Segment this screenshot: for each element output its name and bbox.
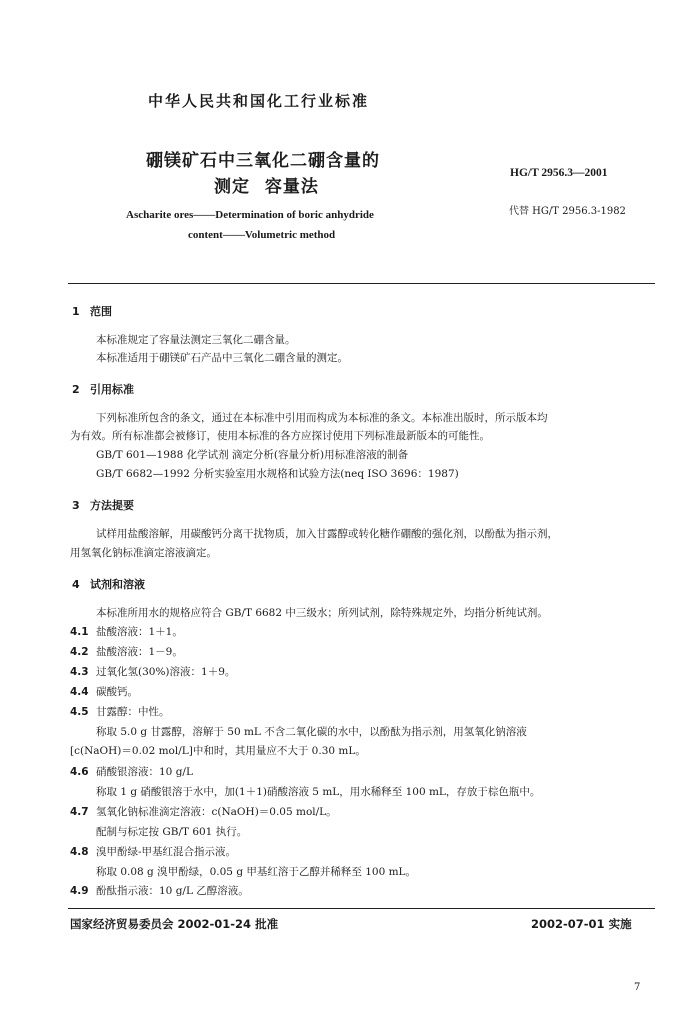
section-1-para2: 本标准适用于硼镁矿石产品中三氧化二硼含量的测定。 <box>96 352 348 364</box>
item-4-5-detail-line2: [c(NaOH)＝0.02 mol/L]中和时，其用量应不大于 0.30 mL。 <box>70 745 366 757</box>
item-4-6-detail: 称取 1 g 硝酸银溶于水中，加(1＋1)硝酸溶液 5 mL，用水稀释至 100 mL，存放于棕色瓶中。 <box>96 786 541 798</box>
item-4-9: 4.9 酚酞指示液：10 g/L 乙醇溶液。 <box>70 885 249 897</box>
section-3-line1: 试样用盐酸溶解，用碳酸钙分离干扰物质，加入甘露醇或转化糖作硼酸的强化剂，以酚酞为指示剂， <box>96 528 558 540</box>
footer-divider <box>68 908 655 909</box>
section-2-heading: 2 引用标准 <box>72 383 134 396</box>
section-3-line2: 用氢氧化钠标准滴定溶液滴定。 <box>70 547 217 559</box>
section-2-ref2: GB/T 6682—1992 分析实验室用水规格和试验方法(neq ISO 3696：1987) <box>96 468 459 480</box>
section-3-heading: 3 方法提要 <box>72 499 134 512</box>
section-2-ref1: GB/T 601—1988 化学试剂 滴定分析(容量分析)用标准溶液的制备 <box>96 449 409 461</box>
item-4-8-detail: 称取 0.08 g 溴甲酚绿，0.05 g 甲基红溶于乙醇并稀释至 100 mL。 <box>96 866 417 878</box>
section-1-heading: 1 范围 <box>72 305 112 318</box>
section-4-intro: 本标准所用水的规格应符合 GB/T 6682 中三级水；所列试剂，除特殊规定外，均指分析纯试剂。 <box>96 607 548 619</box>
section-1-para1: 本标准规定了容量法测定三氧化二硼含量。 <box>96 334 296 346</box>
item-4-8: 4.8 溴甲酚绿-甲基红混合指示液。 <box>70 846 237 858</box>
item-4-7: 4.7 氢氧化钠标准滴定溶液：c(NaOH)＝0.05 mol/L。 <box>70 806 337 818</box>
item-4-2: 4.2 盐酸溶液：1－9。 <box>70 646 183 658</box>
page-number: 7 <box>634 982 641 993</box>
section-2-para1-line1: 下列标准所包含的条文，通过在本标准中引用而构成为本标准的条文。本标准出版时，所示版本均 <box>96 412 548 424</box>
english-title-line2: content——Volumetric method <box>188 229 336 241</box>
item-4-1: 4.1 盐酸溶液：1＋1。 <box>70 626 183 638</box>
section-4-heading: 4 试剂和溶液 <box>72 578 145 591</box>
approval-date: 国家经济贸易委员会 2002-01-24 批准 <box>70 917 279 931</box>
document-title-line1: 硼镁矿石中三氧化二硼含量的 <box>146 151 380 171</box>
replaces-note: 代替 HG/T 2956.3-1982 <box>509 206 626 217</box>
english-title-line1: Ascharite ores——Determination of boric anhydride <box>126 209 374 221</box>
item-4-3: 4.3 过氧化氢(30%)溶液：1＋9。 <box>70 666 236 678</box>
item-4-7-detail: 配制与标定按 GB/T 601 执行。 <box>96 826 248 838</box>
implementation-date: 2002-07-01 实施 <box>531 917 632 931</box>
document-title-line2: 测定 容量法 <box>214 177 319 197</box>
industry-standard-heading: 中华人民共和国化工行业标准 <box>148 92 370 110</box>
item-4-4: 4.4 碳酸钙。 <box>70 686 138 698</box>
standard-number: HG/T 2956.3—2001 <box>510 167 608 179</box>
item-4-5: 4.5 甘露醇：中性。 <box>70 706 170 718</box>
section-2-para1-line2: 为有效。所有标准都会被修订，使用本标准的各方应探讨使用下列标准最新版本的可能性。 <box>70 430 490 442</box>
header-divider <box>68 283 655 284</box>
item-4-6: 4.6 硝酸银溶液：10 g/L <box>70 766 193 778</box>
item-4-5-detail-line1: 称取 5.0 g 甘露醇，溶解于 50 mL 不含二氧化碳的水中，以酚酞为指示剂，用氢氧化钠溶液 <box>96 726 527 738</box>
